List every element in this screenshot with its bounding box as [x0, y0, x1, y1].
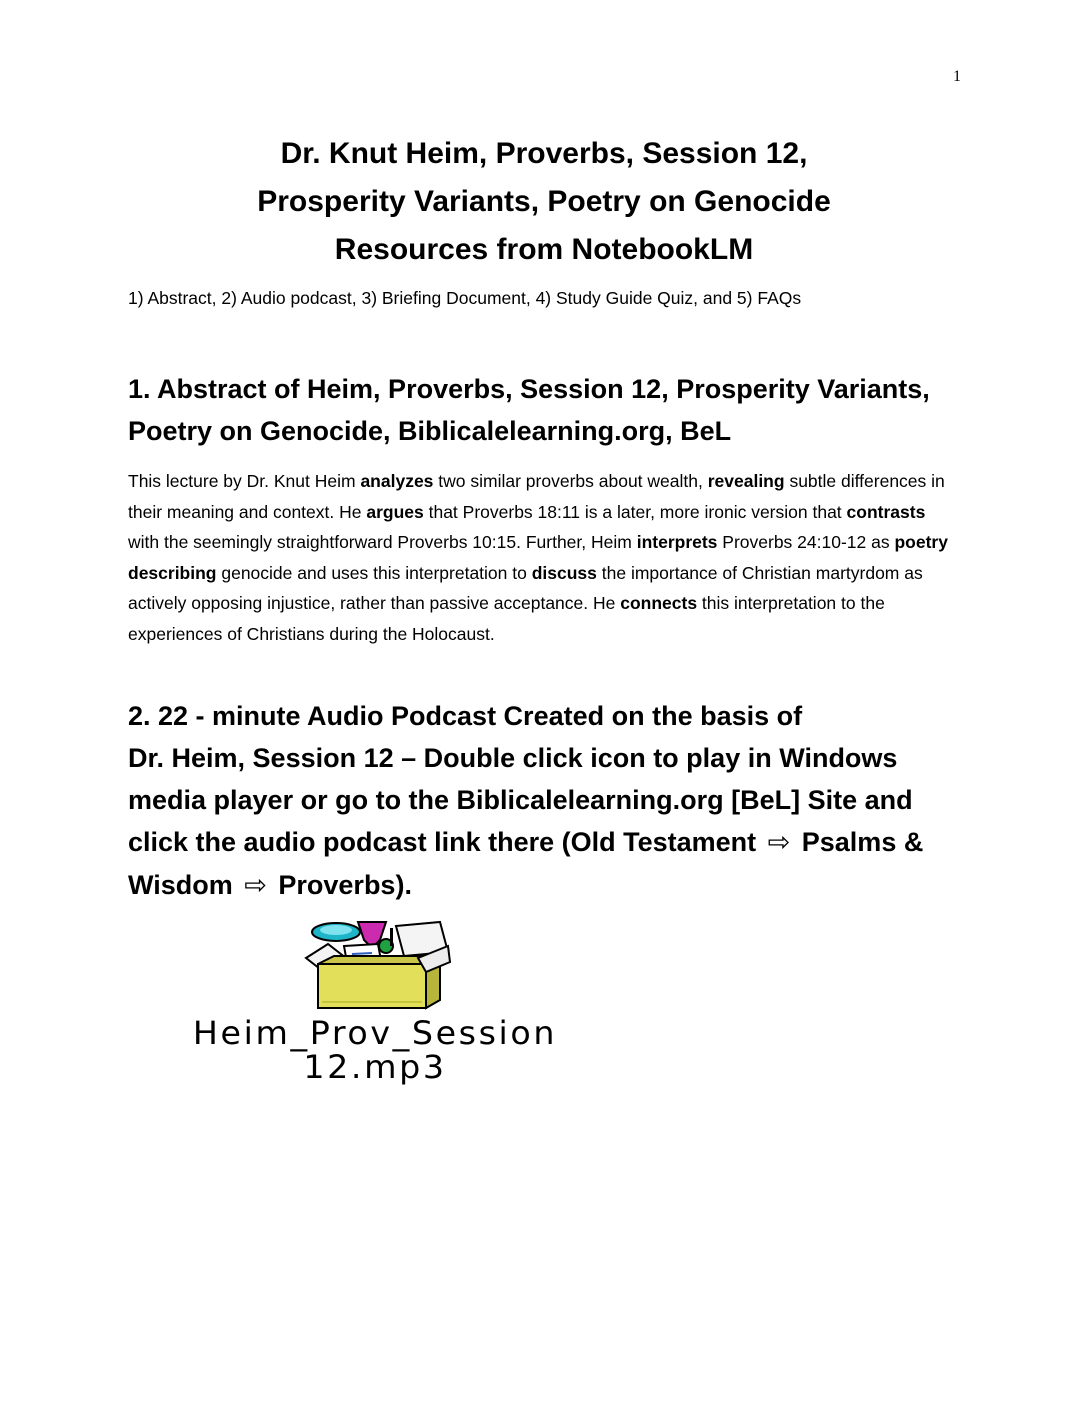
abstract-text: the importance of Christian martyrdom as actively opposing injustice, rather than passive acceptance. He [128, 562, 923, 613]
abstract-text: this interpretation to the experiences of Christians during the Holocaust. [128, 593, 885, 644]
abstract-text: subtle differences in their meaning and context. He [128, 471, 945, 522]
abstract-text: genocide and uses this interpretation to [216, 562, 532, 583]
attachment-filename-line1: Heim_Prov_Session [192, 1014, 558, 1052]
abstract-bold: poetry describing [128, 532, 948, 583]
abstract-bold: analyzes [360, 471, 434, 491]
podcast-heading-text: Dr. Heim, Session 12 – Double click icon to play in Windows media player or go to the Biblicalelearning.org [BeL] Site and click the audio podcast link there (Old Testament [128, 743, 913, 857]
right-arrow-icon: ⇨ [244, 870, 267, 901]
attachment-filename[interactable] [125, 1016, 624, 1084]
abstract-text: with the seemingly straightforward Proverbs 10:15. Further, Heim [128, 532, 637, 552]
abstract-text: that Proverbs 18:11 is a later, more ironic version that [423, 501, 847, 522]
abstract-bold: revealing [707, 471, 785, 491]
title-line-1: Dr. Knut Heim, Proverbs, Session 12, [280, 137, 808, 170]
document-title [128, 130, 960, 274]
abstract-bold: discuss [531, 562, 597, 583]
abstract-text: Proverbs 24:10-12 as [717, 532, 895, 552]
abstract-heading: 1. Abstract of Heim, Proverbs, Session 12, Prosperity Variants, Poetry on Genocide, Biblicalelearning.org, BeL [128, 374, 930, 446]
attachment-filename-line2: 12.mp3 [303, 1048, 447, 1086]
podcast-heading-text: Psalms & Wisdom [128, 827, 924, 900]
abstract-text: two similar proverbs about wealth, [433, 471, 708, 491]
abstract-bold: connects [620, 593, 698, 613]
podcast-heading [128, 695, 960, 907]
abstract-bold: contrasts [846, 501, 926, 522]
package-icon[interactable] [300, 918, 452, 1010]
audio-podcast-attachment[interactable] [135, 918, 615, 1088]
title-line-2: Prosperity Variants, Poetry on Genocide [257, 185, 831, 218]
right-arrow-icon: ⇨ [767, 827, 791, 858]
podcast-heading-text: Proverbs). [270, 870, 412, 900]
abstract-bold: interprets [636, 532, 718, 552]
title-line-3: Resources from NotebookLM [334, 233, 754, 266]
podcast-heading-line1: 2. 22 - minute Audio Podcast Created on the basis of [128, 701, 803, 731]
resource-list: 1) Abstract, 2) Audio podcast, 3) Briefing Document, 4) Study Guide Quiz, and 5) FAQs [128, 288, 802, 308]
abstract-text: This lecture by Dr. Knut Heim [128, 471, 361, 491]
page-number: 1 [953, 68, 961, 85]
abstract-paragraph [128, 466, 960, 649]
abstract-bold: argues [366, 501, 424, 522]
